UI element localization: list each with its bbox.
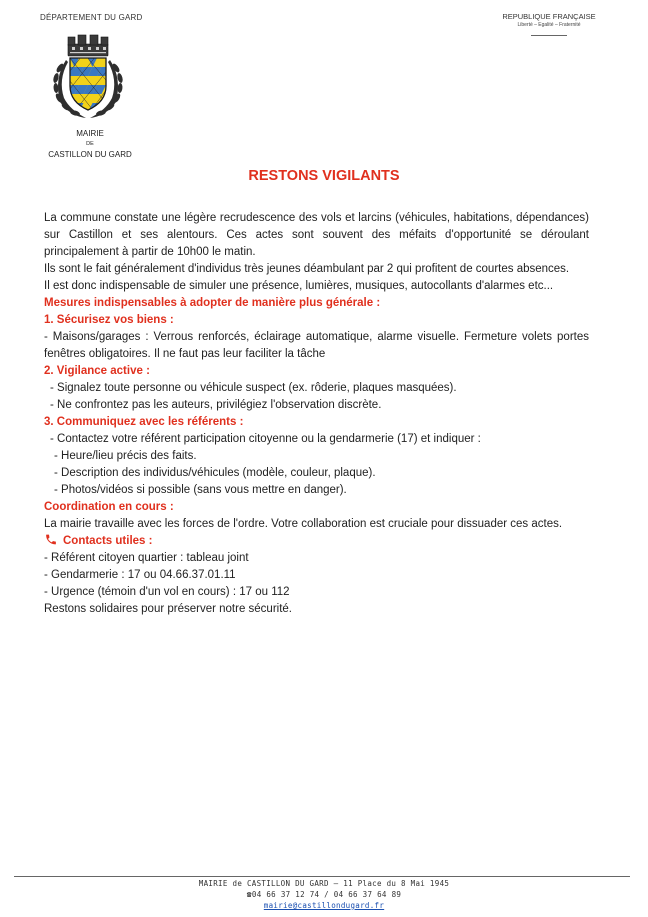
contacts-heading — [44, 533, 589, 550]
footer-email-link[interactable]: mairie@castillondugard.fr — [263, 901, 385, 910]
section2-item: - Ne confrontez pas les auteurs, privilégiez l'observation discrète. — [50, 399, 382, 411]
contact-item: - Référent citoyen quartier : tableau joint — [44, 552, 249, 564]
mairie-block — [30, 129, 150, 159]
phone-icon — [44, 533, 58, 546]
footer-address: MAIRIE de CASTILLON DU GARD – 11 Place du 8 Mai 1945 — [198, 879, 450, 888]
mairie-line2: DE — [86, 141, 94, 147]
department-label: DÉPARTEMENT DU GARD — [40, 13, 143, 22]
page-title: RESTONS VIGILANTS — [248, 168, 400, 184]
section2-heading: 2. Vigilance active : — [44, 365, 150, 377]
intro-paragraph-3: Il est donc indispensable de simuler une présence, lumières, musiques, autocollants d'alarmes etc... — [44, 280, 554, 292]
section3-heading: 3. Communiquez avec les référents : — [44, 416, 244, 428]
mairie-line3: CASTILLON DU GARD — [48, 150, 132, 159]
document-body — [44, 210, 589, 618]
section3-item: - Photos/vidéos si possible (sans vous mettre en danger). — [54, 484, 347, 496]
republic-motto: Liberté – Egalité – Fraternité — [517, 22, 581, 28]
section2-item: - Signalez toute personne ou véhicule suspect (ex. rôderie, plaques masquées). — [50, 382, 457, 394]
section3-item: - Contactez votre référent participation citoyenne ou la gendarmerie (17) et indiquer : — [50, 433, 481, 445]
section1-text: - Maisons/garages : Verrous renforcés, éclairage automatique, alarme visuelle. Fermeture volets portes fenêtres obligatoires. Il ne faut pas leur faciliter la tâche — [44, 331, 589, 360]
intro-paragraph-2: Ils sont le fait généralement d'individus très jeunes déambulant par 2 qui profitent de courtes absences. — [44, 263, 570, 275]
intro-paragraph-1: La commune constate une légère recrudescence des vols et larcins (véhicules, habitations, dépendances) sur Castillon et ses alentours. Ces actes sont souvent des méfaits d'opportunité se déroulant principalement à partir de 10h00 le matin. — [44, 212, 589, 258]
section3-item: - Heure/lieu précis des faits. — [54, 450, 197, 462]
closing-line: Restons solidaires pour préserver notre sécurité. — [44, 603, 293, 615]
mairie-line1: MAIRIE — [76, 129, 104, 138]
coordination-heading: Coordination en cours : — [44, 501, 174, 513]
contact-item: - Gendarmerie : 17 ou 04.66.37.01.11 — [44, 569, 236, 581]
contact-item: - Urgence (témoin d'un vol en cours) : 17 ou 112 — [44, 586, 290, 598]
measures-heading: Mesures indispensables à adopter de manière plus générale : — [44, 297, 381, 309]
coordination-text: La mairie travaille avec les forces de l'ordre. Votre collaboration est cruciale pour dissuader ces actes. — [44, 518, 563, 530]
republic-title: REPUBLIQUE FRANÇAISE — [502, 12, 596, 21]
section3-item: - Description des individus/véhicules (modèle, couleur, plaque). — [54, 467, 376, 479]
telephone-icon: ☎ — [246, 890, 252, 899]
section1-heading: 1. Sécurisez vos biens : — [44, 314, 174, 326]
contacts-heading-label: Contacts utiles : — [63, 535, 153, 547]
footer-email-row — [0, 901, 648, 910]
coat-of-arms-icon — [46, 28, 130, 122]
footer-phones — [0, 890, 648, 899]
footer-phones-text: 04 66 37 12 74 / 04 66 37 64 89 — [251, 890, 402, 899]
republic-block — [490, 12, 608, 36]
republic-divider — [531, 35, 567, 36]
footer-divider — [14, 876, 630, 877]
